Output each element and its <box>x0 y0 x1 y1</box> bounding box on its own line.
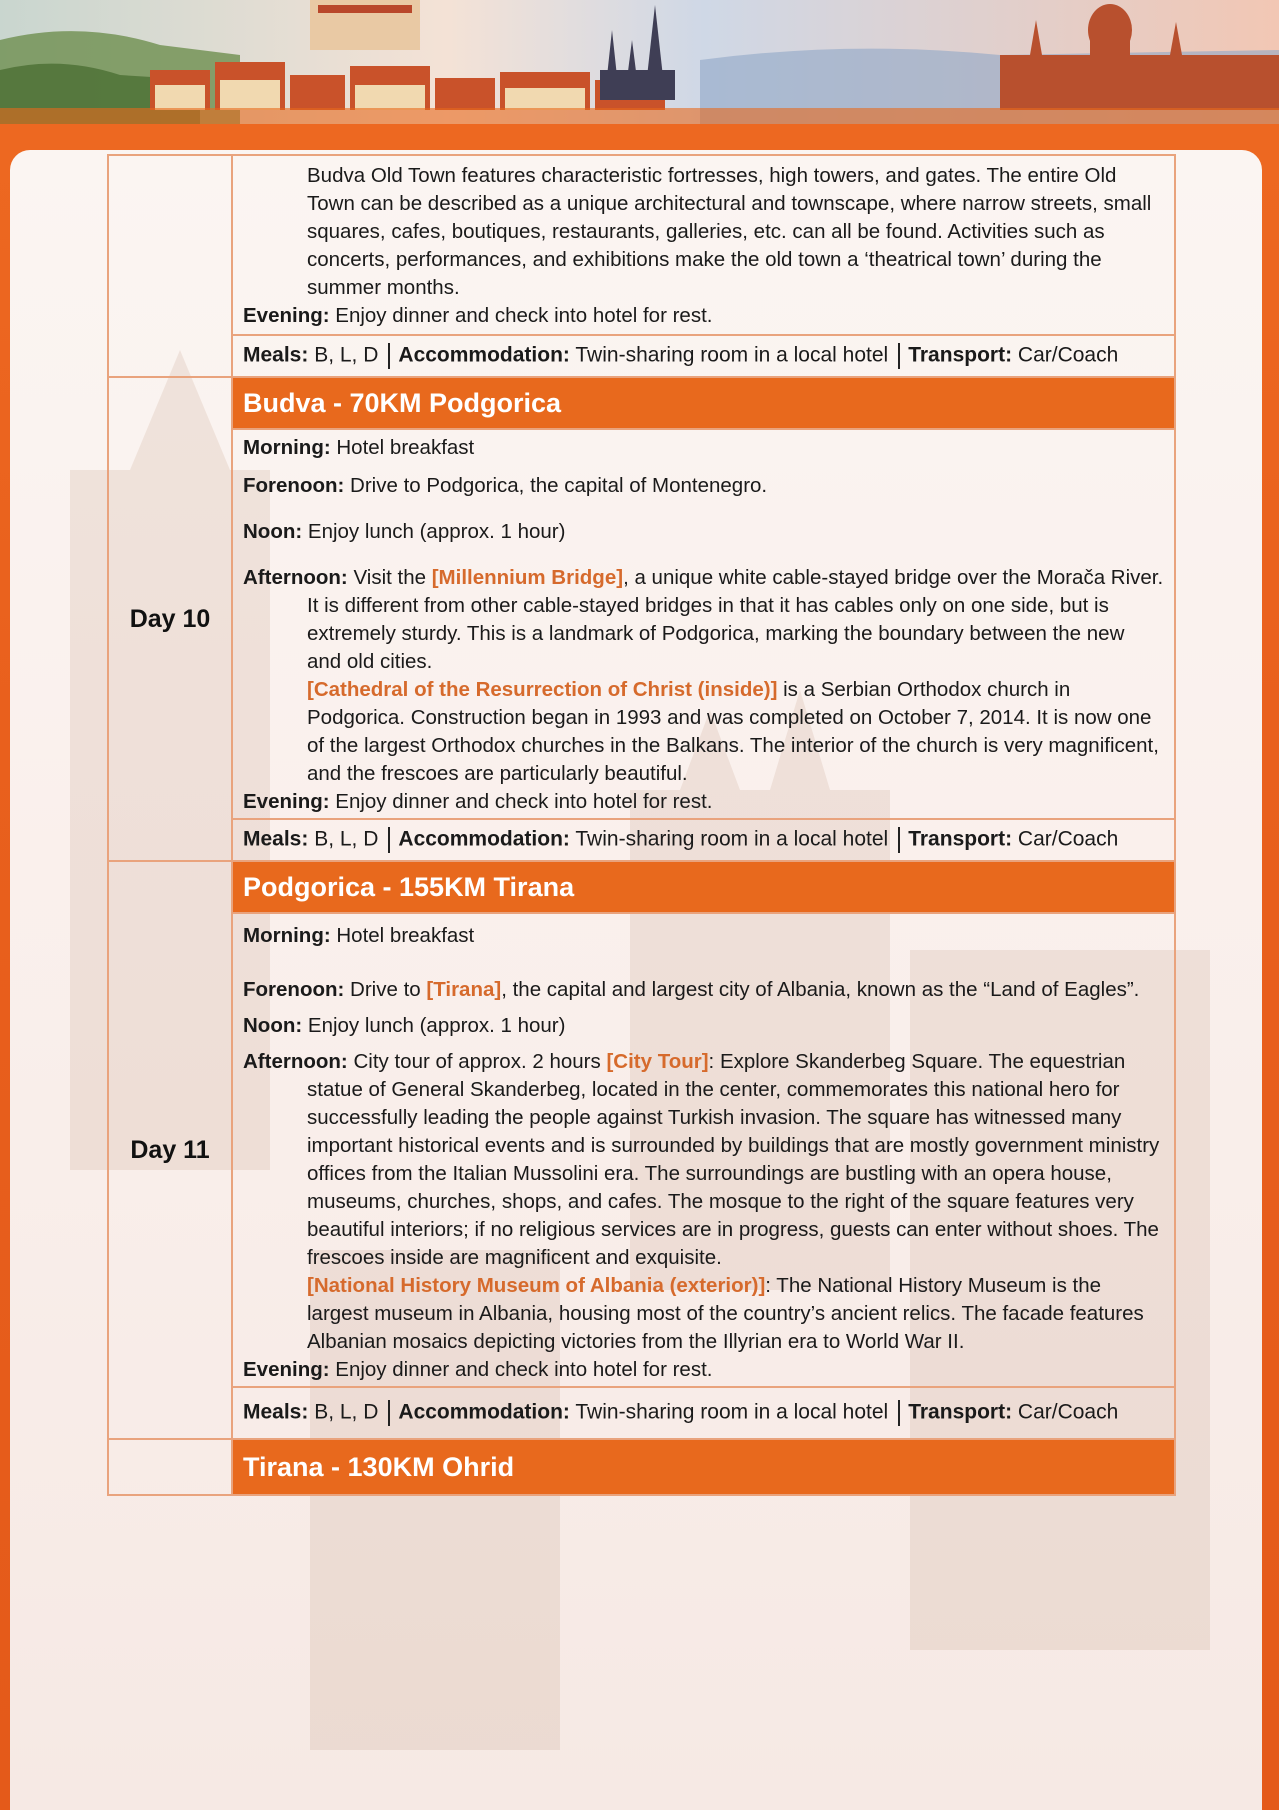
divider <box>898 827 900 853</box>
day10-details-cell <box>232 429 1175 819</box>
morning-text: Hotel breakfast <box>336 924 475 947</box>
day12-route-title: Tirana - 130KM Ohrid <box>232 1439 1175 1495</box>
morning-line <box>243 922 1164 950</box>
day11-cell <box>108 861 232 1439</box>
noon-label: Noon: <box>243 520 303 543</box>
meals-info-cell <box>232 819 1175 861</box>
history-museum-highlight: [National History Museum of Albania (exterior)] <box>307 1274 766 1297</box>
evening-label: Evening: <box>243 790 330 813</box>
divider <box>388 343 390 369</box>
evening-line <box>243 788 1164 816</box>
day10-title-row <box>108 377 1175 429</box>
divider <box>388 827 390 853</box>
meals-value: B, L, D <box>314 1400 379 1424</box>
evening-text: Enjoy dinner and check into hotel for rest. <box>335 1358 713 1381</box>
day12-title-row <box>108 1439 1175 1495</box>
forenoon-intro: Drive to <box>350 978 421 1001</box>
morning-label: Morning: <box>243 436 331 459</box>
transport-value: Car/Coach <box>1017 827 1119 851</box>
continued-details-cell <box>232 155 1175 335</box>
evening-label: Evening: <box>243 304 330 327</box>
noon-text: Enjoy lunch (approx. 1 hour) <box>307 520 566 543</box>
city-tour-highlight: [City Tour] <box>606 1050 709 1073</box>
cathedral-highlight: [Cathedral of the Resurrection of Christ (inside)] <box>307 678 778 701</box>
day11-label: Day 11 <box>130 1135 210 1164</box>
continued-details-row <box>108 155 1175 335</box>
accommodation-label: Accommodation: <box>398 1400 570 1424</box>
transport-label: Transport: <box>908 827 1013 851</box>
meals-info-cell <box>232 335 1175 377</box>
forenoon-text: , the capital and largest city of Albania, known as the “Land of Eagles”. <box>501 978 1140 1001</box>
day10-route-title: Budva - 70KM Podgorica <box>232 377 1175 429</box>
accommodation-value: Twin-sharing room in a local hotel <box>575 1400 889 1424</box>
forenoon-label: Forenoon: <box>243 474 345 497</box>
morning-label: Morning: <box>243 924 331 947</box>
accommodation-label: Accommodation: <box>398 827 570 851</box>
transport-label: Transport: <box>908 343 1013 367</box>
day10-label: Day 10 <box>129 604 211 633</box>
millennium-bridge-highlight: [Millennium Bridge] <box>431 566 624 589</box>
day10-details-row <box>108 429 1175 819</box>
divider <box>898 1400 900 1426</box>
header-banner <box>0 0 1279 124</box>
morning-text: Hotel breakfast <box>336 436 475 459</box>
afternoon-intro: Visit the <box>353 566 427 589</box>
forenoon-line <box>243 976 1164 1004</box>
noon-line <box>243 518 1164 546</box>
accommodation-value: Twin-sharing room in a local hotel <box>575 343 889 367</box>
divider <box>388 1400 390 1426</box>
city-tour-description: : Explore Skanderbeg Square. The equestrian statue of General Skanderbeg, located in the center, commemorates this national hero for successfully leading the people against Turkish invasion. The square has witnessed many important historical events and is surrounded by buildings that are mostly government ministry offices from the Italian Mussolini era. The surroundings are bustling with an opera house, museums, churches, shops, and cafes. The mosque to the right of the square features very beautiful interiors; if no religious services are in progress, guests can enter without shoes. The frescoes inside are magnificent and exquisite. <box>307 1050 1160 1269</box>
afternoon-line <box>243 564 1164 676</box>
meals-label: Meals: <box>243 343 309 367</box>
accommodation-label: Accommodation: <box>398 343 570 367</box>
noon-label: Noon: <box>243 1014 303 1037</box>
millennium-bridge-description: , a unique white cable-stayed bridge over the Morača River. It is different from other cable-stayed bridges in that it has cables only on one side, but is extremely sturdy. This is a landmark of Podgorica, marking the boundary between the new and old cities. <box>307 566 1164 673</box>
evening-line <box>243 1356 1164 1384</box>
day11-route-title: Podgorica - 155KM Tirana <box>232 861 1175 913</box>
evening-text: Enjoy dinner and check into hotel for rest. <box>335 304 713 327</box>
meals-label: Meals: <box>243 1400 309 1424</box>
forenoon-line <box>243 472 1164 500</box>
transport-value: Car/Coach <box>1017 343 1119 367</box>
itinerary-table <box>107 154 1176 1496</box>
day11-title-row <box>108 861 1175 913</box>
forenoon-text: Drive to Podgorica, the capital of Montenegro. <box>350 474 768 497</box>
noon-line <box>243 1012 1164 1040</box>
day10-meals-row <box>108 819 1175 861</box>
day10-cell <box>108 377 232 861</box>
afternoon-line <box>243 1048 1164 1272</box>
divider <box>898 343 900 369</box>
afternoon-label: Afternoon: <box>243 566 348 589</box>
forenoon-label: Forenoon: <box>243 978 345 1001</box>
meals-value: B, L, D <box>314 343 379 367</box>
day11-details-cell <box>232 913 1175 1387</box>
history-museum-paragraph <box>243 1272 1164 1356</box>
day11-details-row <box>108 913 1175 1387</box>
transport-label: Transport: <box>908 1400 1013 1424</box>
tirana-highlight: [Tirana] <box>426 978 502 1001</box>
evening-line <box>243 302 1164 330</box>
budva-old-town-description: Budva Old Town features characteristic fortresses, high towers, and gates. The entire Old Town can be described as a unique architectural and townscape, where narrow streets, small squares, cafes, boutiques, restaurants, galleries, etc. can all be found. Activities such as concerts, performances, and exhibitions make the old town a ‘theatrical town’ during the summer months. <box>307 164 1152 299</box>
noon-text: Enjoy lunch (approx. 1 hour) <box>307 1014 566 1037</box>
history-museum-description: : The National History Museum is the largest museum in Albania, housing most of the country’s ancient relics. The facade features Albanian mosaics depicting victories from the Illyrian era to World War II. <box>307 1274 1144 1353</box>
meals-row <box>108 335 1175 377</box>
evening-label: Evening: <box>243 1358 330 1381</box>
day-cell-previous <box>108 155 232 377</box>
transport-value: Car/Coach <box>1017 1400 1119 1424</box>
day12-cell <box>108 1439 232 1495</box>
city-skyline-illustration <box>0 0 1279 124</box>
cathedral-paragraph <box>243 676 1164 788</box>
accommodation-value: Twin-sharing room in a local hotel <box>575 827 889 851</box>
day11-meals-row <box>108 1387 1175 1439</box>
cathedral-description: is a Serbian Orthodox church in Podgorica. Construction began in 1993 and was completed on October 7, 2014. It is now one of the largest Orthodox churches in the Balkans. The interior of the church is very magnificent, and the frescoes are particularly beautiful. <box>307 678 1159 785</box>
afternoon-label: Afternoon: <box>243 1050 348 1073</box>
morning-line <box>243 434 1164 462</box>
evening-text: Enjoy dinner and check into hotel for rest. <box>335 790 713 813</box>
meals-value: B, L, D <box>314 827 379 851</box>
afternoon-intro: City tour of approx. 2 hours <box>353 1050 601 1073</box>
meals-info-cell <box>232 1387 1175 1439</box>
meals-label: Meals: <box>243 827 309 851</box>
